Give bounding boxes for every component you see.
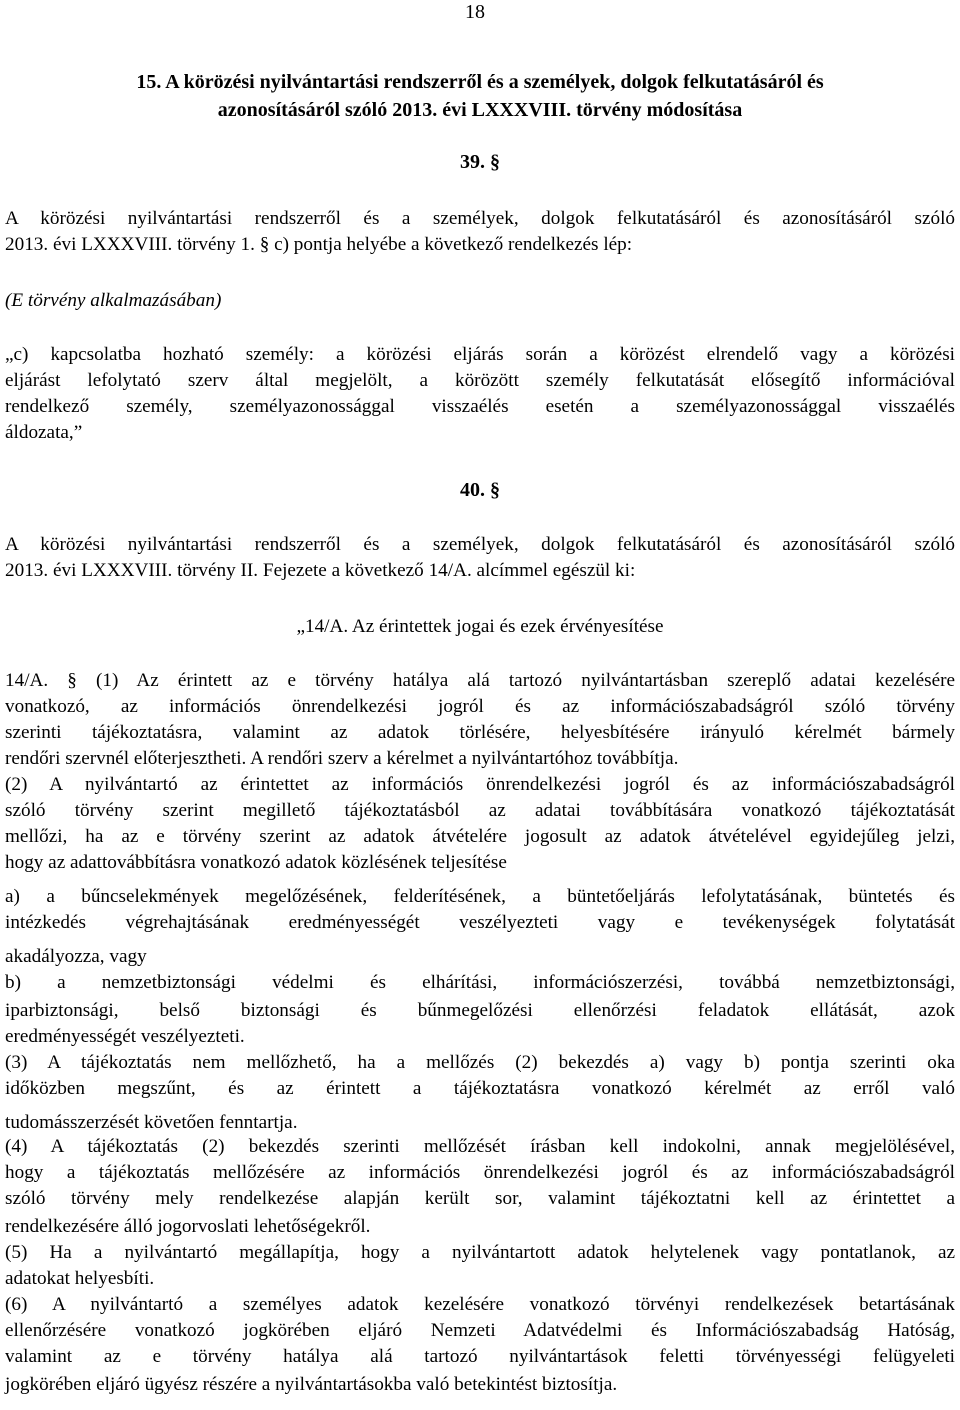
body-line: (6) A nyilvántartó a személyes adatok kezelésére vonatkozó törvényi rendelkezések betartásának — [5, 1294, 955, 1315]
body-line: iparbiztonsági, belső biztonsági és bűnmegelőzési ellenőrzési feladatok ellátását, azok — [5, 1000, 955, 1021]
body-line: vonatkozó, az információs önrendelkezési jogról és az információszabadságról szóló törvény — [5, 696, 955, 717]
quoted-definition-line: rendelkező személy, személyazonossággal visszaélés esetén a személyazonossággal visszaélés — [5, 396, 955, 417]
italic-clause: (E törvény alkalmazásában) — [5, 290, 222, 311]
section-39-intro-line: 2013. évi LXXXVIII. törvény 1. § c) pontja helyébe a következő rendelkezés lép: — [5, 234, 633, 255]
body-line: b) a nemzetbiztonsági védelmi és elhárítási, információszerzési, továbbá nemzetbiztonsági, — [5, 972, 955, 993]
quoted-definition-line: áldozata,” — [5, 422, 83, 443]
body-line: 14/A. § (1) Az érintett az e törvény hatálya alá tartozó nyilvántartásban szereplő adatai kezelésére — [5, 670, 955, 691]
body-line: (5) Ha a nyilvántartó megállapítja, hogy a nyilvántartott adatok helytelenek vagy pontatlanok, az — [5, 1242, 955, 1263]
quoted-definition-line: „c) kapcsolatba hozható személy: a körözési eljárás során a körözést elrendelő vagy a körözési — [5, 344, 955, 365]
quoted-definition-line: eljárást lefolytató szerv által megjelölt, a körözött személy felkutatását elősegítő információval — [5, 370, 955, 391]
body-line: intézkedés végrehajtásának eredményességét veszélyezteti vagy e tevékenységek folytatását — [5, 912, 955, 933]
section-40-heading: 40. § — [460, 479, 500, 501]
body-line: időközben megszűnt, és az érintett a tájékoztatásra vonatkozó kérelmét az erről való — [5, 1078, 955, 1099]
body-line: eredményességét veszélyezteti. — [5, 1026, 245, 1047]
document-title-line-2: azonosításáról szóló 2013. évi LXXXVIII. törvény módosítása — [217, 99, 743, 121]
body-line: valamint az e törvény hatálya alá tartozó nyilvántartások feletti törvényességi felügyeleti — [5, 1346, 955, 1367]
body-line: szóló törvény mely rendelkezése alapján került sor, valamint tájékoztatni kell az érintettet a — [5, 1188, 955, 1209]
body-line: szóló törvény szerint megillető tájékoztatásból az adatai továbbítására vonatkozó tájékoztatását — [5, 800, 955, 821]
body-line: (4) A tájékoztatás (2) bekezdés szerinti mellőzését írásban kell indokolni, annak megjelölésével, — [5, 1136, 955, 1157]
section-40-intro-line: A körözési nyilvántartási rendszerről és a személyek, dolgok felkutatásáról és azonosításáról szóló — [5, 534, 955, 555]
body-line: rendelkezésére álló jogorvoslati lehetőségekről. — [5, 1216, 371, 1237]
body-line: jogkörében eljáró ügyész részére a nyilvántartásokba való betekintést biztosítja. — [5, 1374, 618, 1395]
body-line: hogy az adattovábbításra vonatkozó adatok közlésének teljesítése — [5, 852, 507, 873]
body-line: rendőri szervnél előterjesztheti. A rendőri szerv a kérelmet a nyilvántartóhoz továbbítja. — [5, 748, 679, 769]
subtitle-14a: „14/A. Az érintettek jogai és ezek érvényesítése — [296, 616, 664, 637]
body-line: mellőzi, ha az e törvény szerint az adatok átvételére jogosult az adatok átvételével egyidejűleg jelzi, — [5, 826, 955, 847]
section-39-heading: 39. § — [460, 151, 500, 173]
section-40-intro-line: 2013. évi LXXXVIII. törvény II. Fejezete a következő 14/A. alcímmel egészül ki: — [5, 560, 636, 581]
body-line: (2) A nyilvántartó az érintettet az információs önrendelkezési jogról és az információszabadságról — [5, 774, 955, 795]
body-line: szerinti tájékoztatásra, valamint az adatok törlésére, helyesbítésére irányuló kérelmét bármely — [5, 722, 955, 743]
body-line: ellenőrzésére vonatkozó jogkörében eljáró Nemzeti Adatvédelmi és Információszabadság Hatóság, — [5, 1320, 955, 1341]
body-line: tudomásszerzését követően fenntartja. — [5, 1112, 298, 1133]
body-line: adatokat helyesbíti. — [5, 1268, 155, 1289]
body-line: hogy a tájékoztatás mellőzésére az információs önrendelkezési jogról és az információszabadságról — [5, 1162, 955, 1183]
page-number: 18 — [465, 1, 485, 23]
body-line: akadályozza, vagy — [5, 946, 147, 967]
body-line: (3) A tájékoztatás nem mellőzhető, ha a mellőzés (2) bekezdés a) vagy b) pontja szerinti oka — [5, 1052, 955, 1073]
section-39-intro-line: A körözési nyilvántartási rendszerről és a személyek, dolgok felkutatásáról és azonosításáról szóló — [5, 208, 955, 229]
body-line: a) a bűncselekmények megelőzésének, felderítésének, a büntetőeljárás lefolytatásának, büntetés és — [5, 886, 955, 907]
document-title-line-1: 15. A körözési nyilvántartási rendszerről és a személyek, dolgok felkutatásáról és — [136, 71, 824, 93]
